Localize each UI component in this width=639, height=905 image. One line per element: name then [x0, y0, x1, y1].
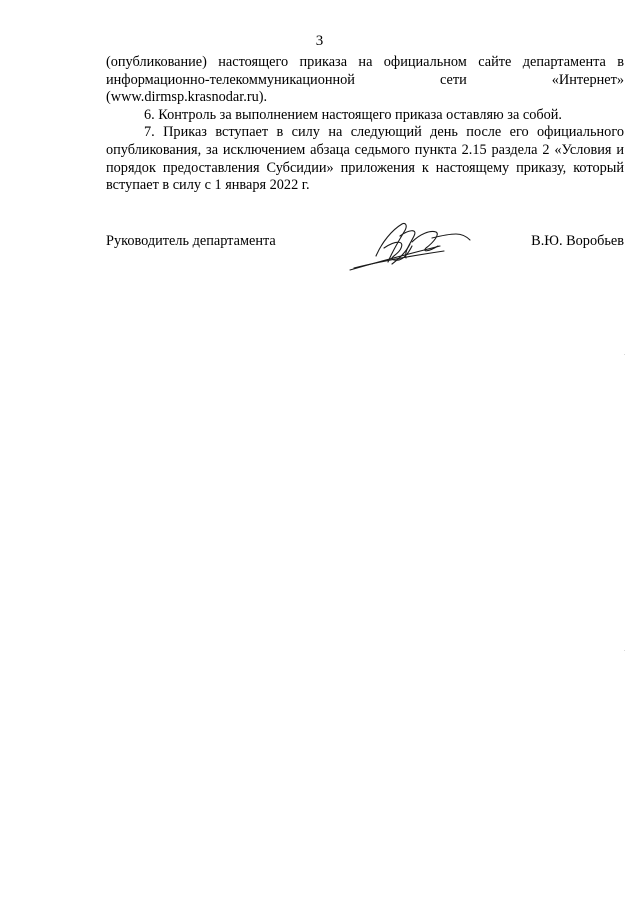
signatory-position: Руководитель департамента — [106, 233, 276, 249]
scan-speck — [624, 650, 625, 651]
document-body — [106, 54, 624, 195]
signature-block — [106, 218, 624, 278]
signatory-name: В.Ю. Воробьев — [531, 233, 624, 249]
paragraph-publication: (опубликование) настоящего приказа на официальном сайте департамента в информационно-телекоммуникационной сети «Интернет» (www.dirmsp.krasnodar.ru). — [106, 54, 624, 106]
paragraph-item-7: 7. Приказ вступает в силу на следующий день после его официального опубликования, за исключением абзаца седьмого пункта 2.15 раздела 2 «Условия и порядок предоставления Субсидии» приложения к настоящему приказу, который вступает в силу с 1 января 2022 г. — [106, 124, 624, 194]
handwritten-signature — [348, 218, 478, 274]
page-number: 3 — [315, 33, 324, 49]
scan-speck — [624, 354, 625, 355]
paragraph-item-6: 6. Контроль за выполнением настоящего приказа оставляю за собой. — [144, 106, 563, 123]
